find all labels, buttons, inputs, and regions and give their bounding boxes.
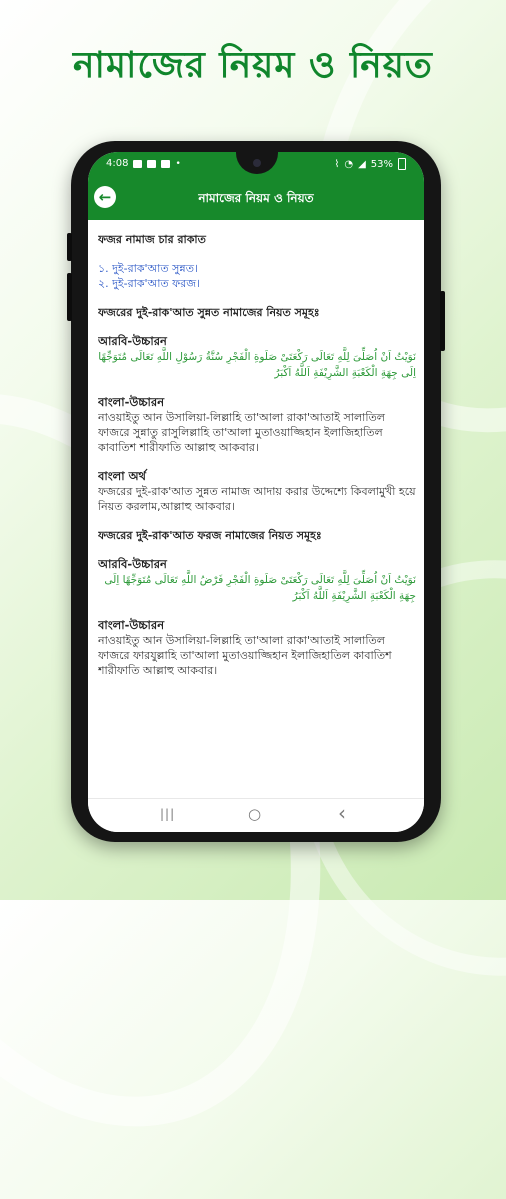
farz-heading: ফজরের দুই-রাক'আত ফরজ নামাজের নিয়ত সমূহঃ <box>98 529 322 542</box>
promo-headline: নামাজের নিয়ম ও নিয়ত <box>73 45 433 86</box>
app-bar-title: নামাজের নিয়ম ও নিয়ত <box>198 191 314 205</box>
battery-icon <box>398 158 406 170</box>
bangla-label: বাংলা-উচ্চারন <box>98 618 165 632</box>
list-item: ১. দুই-রাক'আত সুন্নত। <box>98 262 198 275</box>
notification-icon <box>161 160 170 168</box>
status-time: 4:08 <box>106 158 129 169</box>
meaning-label: বাংলা অর্থ <box>98 469 147 483</box>
vibrate-icon: ⌇ <box>334 158 340 170</box>
more-dot-icon: • <box>175 158 181 169</box>
power-button <box>440 291 445 351</box>
arabic-label: আরবি-উচ্চারন <box>98 557 167 571</box>
wifi-icon: ◔ <box>344 158 354 170</box>
back-nav-icon[interactable]: ‹ <box>338 801 346 825</box>
recents-icon[interactable]: ||| <box>160 807 176 821</box>
bangla-text: নাওয়াইতু আন উসালিয়া-লিল্লাহি তা'আলা রাকা'আতাই সালাতিল ফাজরে সুন্নাতু রাসুলিল্লাহি তা'আলা মুতাওয়াজ্জিহান ইলাজিহাতিল কাবাতিশ শারীফাতি আল্লাহু আকবার। <box>98 411 385 454</box>
phone-screen <box>88 152 424 832</box>
list-item: ২. দুই-রাক'আত ফরজ। <box>98 277 201 290</box>
phone-frame <box>71 141 441 842</box>
sunnat-heading: ফজরের দুই-রাক'আত সুন্নত নামাজের নিয়ত সমূহঃ <box>98 306 320 319</box>
article-content[interactable] <box>98 232 416 792</box>
bangla-label: বাংলা-উচ্চারন <box>98 395 165 409</box>
arabic-label: আরবি-উচ্চারন <box>98 334 167 348</box>
arabic-text: نَوَيْتُ اَنْ اُصَلِّىَ لِلَّهِ تَعَالَى رَكْعَتَىْ صَلَوةِ الْفَجْرِ فَرْضُ اللَّهِ تَعَالَى مُتَوَجِّهًا اِلَى جِهَةِ الْكَعْبَةِ الشَّرِيْفَةِ اَللَّهُ اَكْبَرُ <box>104 574 416 602</box>
notification-icon <box>133 160 142 168</box>
meaning-text: ফজরের দুই-রাক'আত সুন্নত নামাজ আদায় করার উদ্দেশ্যে কিবলামুখী হয়ে নিয়ত করলাম,আল্লাহু আকবার। <box>98 485 416 513</box>
app-bar <box>88 177 424 220</box>
section-title: ফজর নামাজ চার রাকাত <box>98 233 206 246</box>
notification-icon <box>147 160 156 168</box>
system-nav-bar <box>88 798 424 832</box>
camera-icon <box>253 159 261 167</box>
status-left <box>106 158 181 169</box>
back-arrow-icon: ← <box>98 188 112 206</box>
bangla-text: নাওয়াইতু আন উসালিয়া-লিল্লাহি তা'আলা রাকা'আতাই সালাতিল ফাজরে ফারযুল্লাহি তা'আলা মুতাওয়াজ্জিহান ইলাজিহাতিল কাবাতিশ শারীফাতি আল্লাহু আকবার। <box>98 634 392 677</box>
signal-icon: ◢ <box>358 158 366 170</box>
volume-button <box>67 273 72 321</box>
battery-percent: 53% <box>370 158 393 170</box>
home-icon[interactable]: ○ <box>248 805 262 823</box>
arabic-text: نَوَيْتُ اَنْ اُصَلِّىَ لِلَّهِ تَعَالَى رَكْعَتَىْ صَلَوةِ الْفَجْرِ سُنَّةُ رَسُوْلِ اللَّهِ تَعَالَى مُتَوَجِّهًا اِلَى جِهَةِ الْكَعْبَةِ الشَّرِيْفَةِ اَللَّهُ اَكْبَرُ <box>98 351 416 379</box>
volume-button <box>67 233 72 261</box>
status-right <box>334 158 406 170</box>
